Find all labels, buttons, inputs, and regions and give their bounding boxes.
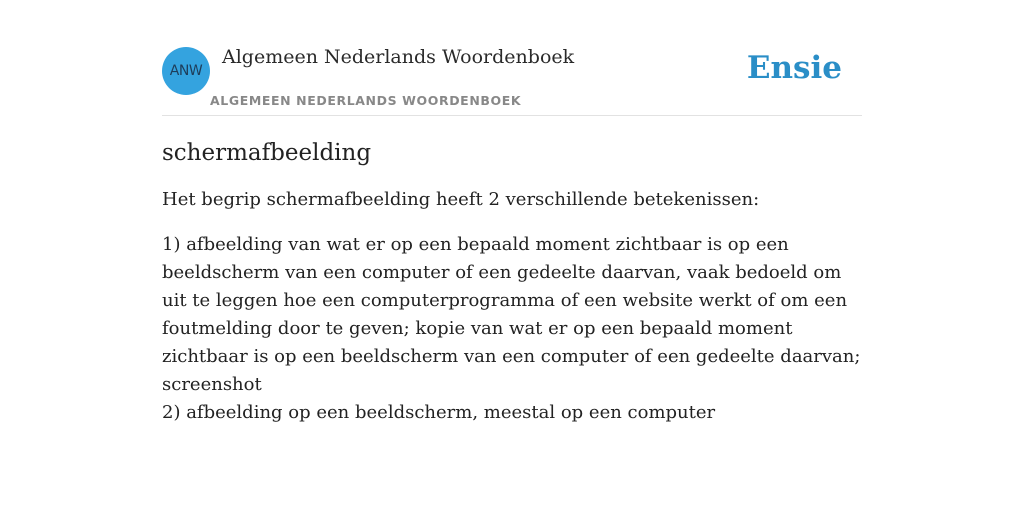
source-header (162, 40, 862, 116)
source-title[interactable]: Algemeen Nederlands Woordenboek (222, 46, 575, 68)
meaning-item: 1) afbeelding van wat er op een bepaald moment zichtbaar is op een beeldscherm van een computer of een gedeelte daarvan, vaak bedoeld om uit te leggen hoe een computerprogramma of een website werkt of om een foutmelding door te geven; kopie van wat er op een bepaald moment zichtbaar is op een beeldscherm van een computer of een gedeelte daarvan; screenshot (162, 234, 861, 395)
source-subtitle: ALGEMEEN NEDERLANDS WOORDENBOEK (210, 93, 522, 108)
entry-intro: Het begrip schermafbeelding heeft 2 verschillende betekenissen: (162, 189, 760, 210)
entry-word: schermafbeelding (162, 140, 372, 166)
content-card (162, 40, 862, 427)
ensie-brand-logo[interactable]: Ensie (746, 50, 842, 86)
meanings-list (162, 231, 862, 427)
anw-logo[interactable] (162, 47, 210, 95)
logo-text: ANW (169, 63, 203, 79)
meaning-item: 2) afbeelding op een beeldscherm, meestal op een computer (162, 402, 716, 423)
